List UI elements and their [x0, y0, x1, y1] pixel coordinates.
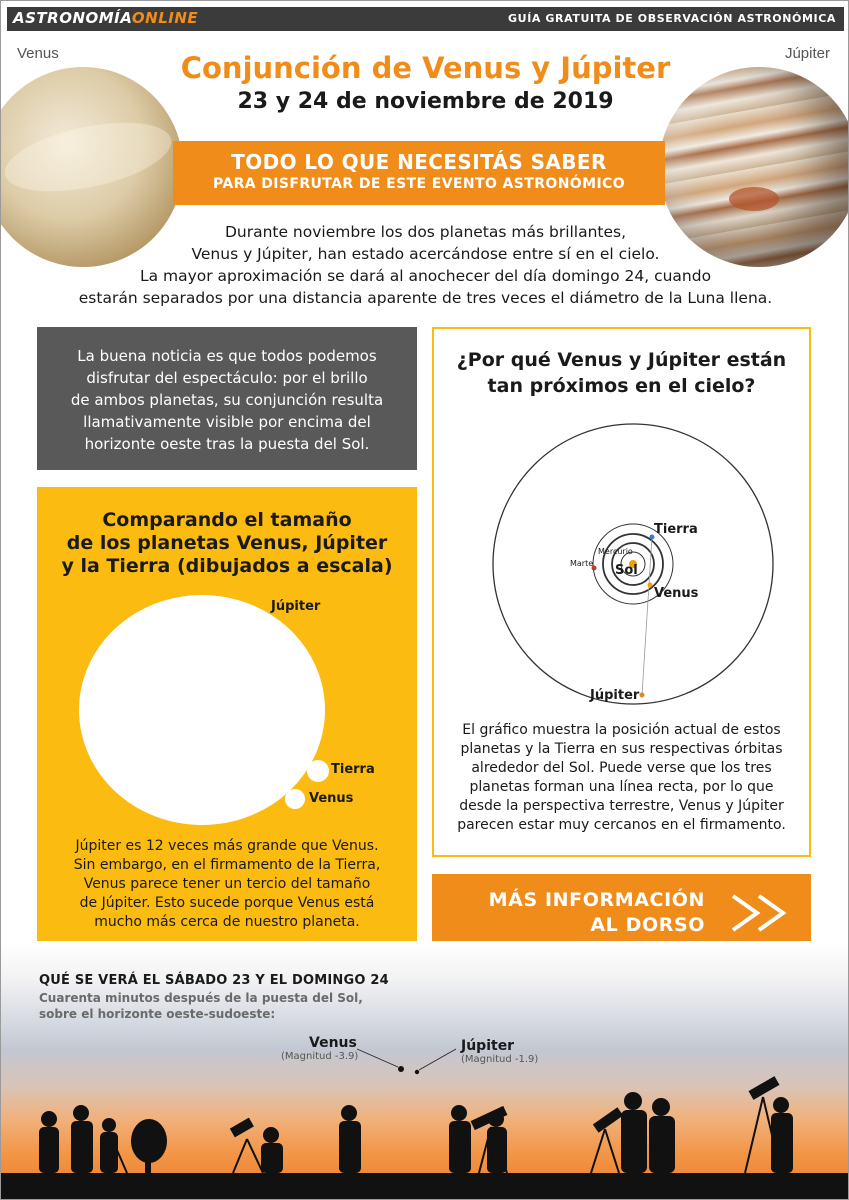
intro-line: Venus y Júpiter, han estado acercándose entre sí en el cielo. — [191, 245, 660, 263]
orbit-title-line: tan próximos en el cielo? — [487, 375, 756, 397]
jupiter-pointer-line — [419, 1049, 456, 1070]
header-tagline: GUÍA GRATUITA DE OBSERVACIÓN ASTRONÓMICA — [508, 12, 836, 25]
orbit-text-line: parecen estar muy cercanos en el firmamento. — [457, 817, 786, 833]
intro-line: La mayor aproximación se dará al anochecer del día domingo 24, cuando — [139, 267, 712, 285]
earth-size-label: Tierra — [331, 762, 375, 777]
page-subtitle: 23 y 24 de noviembre de 2019 — [237, 89, 614, 114]
jupiter-size-label: Júpiter — [271, 599, 321, 614]
brand-part1: ASTRONOMÍA — [13, 9, 132, 27]
sky-section-title: QUÉ SE VERÁ EL SÁBADO 23 Y EL DOMINGO 24 — [39, 973, 389, 988]
orbit-text-line: El gráfico muestra la posición actual de estos — [462, 722, 781, 738]
size-text-line: Venus parece tener un tercio del tamaño — [83, 876, 371, 892]
mercury-orbit-label: Mercurio — [598, 547, 633, 556]
jupiter-sky-dot — [415, 1070, 419, 1074]
size-text-line: de Júpiter. Esto sucede porque Venus está — [79, 895, 375, 911]
orbit-text-line: planetas forman una línea recta, por lo que — [469, 779, 774, 795]
orbit-text-line: desde la perspectiva terrestre, Venus y Júpiter — [459, 798, 784, 814]
observer-silhouettes — [1, 1076, 849, 1200]
earth-orbit-label: Tierra — [654, 522, 698, 537]
brand-part2: ONLINE — [131, 9, 199, 27]
size-title-line: Comparando el tamaño — [102, 509, 352, 531]
venus-size-label: Venus — [309, 791, 354, 806]
intro-line: estarán separados por una distancia aparente de tres veces el diámetro de la Luna llena. — [78, 289, 773, 307]
jupiter-sky-label: Júpiter — [461, 1038, 515, 1054]
good-news-line: llamativamente visible por encima del — [83, 413, 371, 431]
size-text-line: Sin embargo, en el firmamento de la Tierra, — [73, 857, 381, 873]
sun-label: Sol — [615, 563, 638, 578]
size-title-line: de los planetas Venus, Júpiter — [66, 532, 388, 554]
orbit-text-line: alrededor del Sol. Puede verse que los tres — [471, 760, 772, 776]
venus-sky-label: Venus — [309, 1035, 357, 1051]
size-title-line: y la Tierra (dibujados a escala) — [61, 555, 393, 577]
venus-magnitude: (Magnitud -3.9) — [281, 1051, 359, 1062]
good-news-line: de ambos planetas, su conjunción resulta — [70, 391, 384, 409]
sky-sub-line: sobre el horizonte oeste-sudoeste: — [39, 1007, 276, 1021]
orbit-text-line: planetas y la Tierra en sus respectivas órbitas — [460, 741, 783, 757]
venus-image-label: Venus — [17, 45, 59, 62]
banner-line-2: PARA DISFRUTAR DE ESTE EVENTO ASTRONÓMICO — [212, 176, 626, 192]
more-info-line: MÁS INFORMACIÓN — [488, 889, 705, 911]
venus-orbit-label: Venus — [654, 586, 699, 601]
page-title: Conjunción de Venus y Júpiter — [180, 51, 671, 85]
sky-sub-line: Cuarenta minutos después de la puesta del Sol, — [39, 991, 363, 1005]
good-news-line: horizonte oeste tras la puesta del Sol. — [84, 435, 370, 453]
sky-section-subtitle — [39, 990, 363, 1022]
jupiter-image-label: Júpiter — [784, 45, 830, 62]
more-info-line: AL DORSO — [590, 914, 705, 936]
size-text-line: mucho más cerca de nuestro planeta. — [94, 914, 360, 930]
jupiter-orbit-label: Júpiter — [590, 688, 640, 703]
jupiter-magnitude: (Magnitud -1.9) — [461, 1054, 539, 1065]
size-text-line: Júpiter es 12 veces más grande que Venus. — [75, 838, 379, 854]
banner-line-1: TODO LO QUE NECESITÁS SABER — [231, 150, 607, 174]
venus-pointer-line — [357, 1049, 398, 1067]
venus-sky-dot — [398, 1066, 404, 1072]
orbit-title-line: ¿Por qué Venus y Júpiter están — [456, 349, 787, 371]
good-news-line: La buena noticia es que todos podemos — [77, 347, 377, 365]
mars-orbit-label: Marte — [570, 559, 594, 568]
intro-line: Durante noviembre los dos planetas más brillantes, — [224, 223, 627, 241]
good-news-line: disfrutar del espectáculo: por el brillo — [86, 369, 368, 387]
